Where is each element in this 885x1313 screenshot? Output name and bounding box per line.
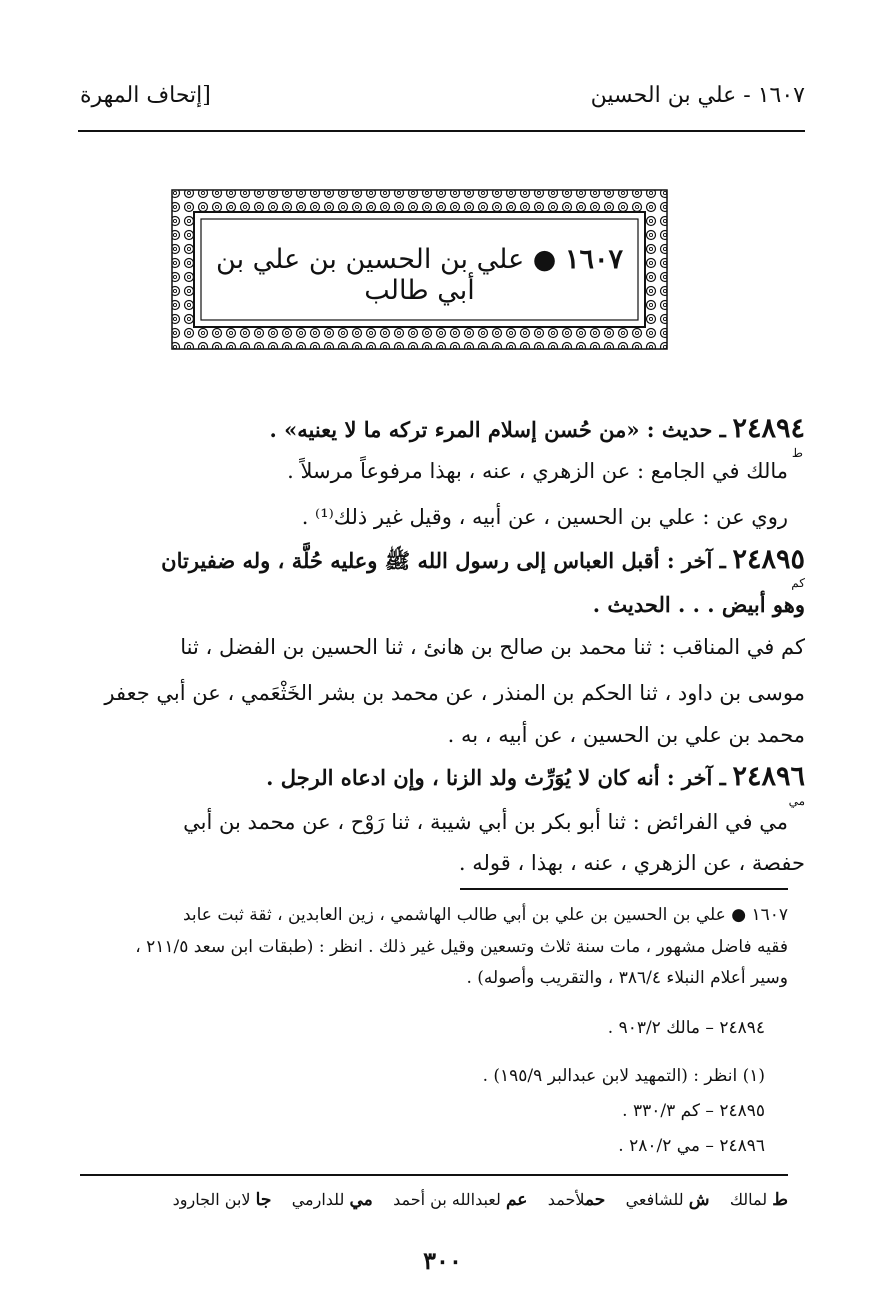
hadith-24894-heading [80,412,805,447]
footnote-line: وسير أعلام النبلاء ٣٨٦/٤ ، والتقريب وأصوله) . [466,968,788,988]
hadith-title: ـ حديث : «من حُسن إسلام المرء تركه ما لا يعنيه» . [269,417,726,442]
footnote-line: ١٦٠٧ ● علي بن الحسين بن علي بن أبي طالب الهاشمي ، زين العابدين ، ثقة ثبت عابد [182,905,788,925]
footnote-rule [460,888,788,890]
hadith-title: ـ آخر : أقبل العباس إلى رسول الله ﷺ وعليه حُلَّة ، وله ضفيرتان [161,548,726,573]
legend-key: حم [584,1190,606,1210]
legend-value: لأحمد [547,1190,585,1209]
chapter-number: ١٦٠٧ [564,244,623,275]
footnote-line: ٢٤٨٩٦ – مي ٢٨٠/٢ . [618,1136,765,1156]
chapter-title [208,244,631,306]
hadith-24894-note: روي عن : علي بن الحسين ، عن أبيه ، وقيل غير ذلك⁽¹⁾ . [301,505,788,529]
abbreviation-legend [80,1190,788,1210]
source-siglum: كم [791,576,805,590]
hadith-24895-isnad-3: محمد بن علي بن الحسين ، عن أبيه ، به . [447,723,805,747]
hadith-number: ٢٤٨٩٦ [732,761,805,792]
legend-key: عم [505,1190,528,1210]
chapter-name: علي بن الحسين بن علي بن أبي طالب [216,244,525,306]
footnote-line: فقيه فاضل مشهور ، مات سنة ثلاث وتسعين وقيل غير ذلك . انظر : (طبقات ابن سعد ٢١١/٥ ، [135,937,788,957]
bullet-icon: ● [524,244,557,275]
hadith-24895-isnad-1: كم في المناقب : ثنا محمد بن صالح بن هانئ ، ثنا الحسين بن الفضل ، ثنا [180,635,805,659]
hadith-24896-isnad-2: حفصة ، عن الزهري ، عنه ، بهذا ، قوله . [458,851,805,875]
legend-key: ش [688,1190,710,1210]
page-number: ٣٠٠ [423,1246,462,1275]
hadith-title: ـ آخر : أنه كان لا يُوَرِّث ولد الزنا ، وإن ادعاه الرجل . [266,765,726,790]
header-rule [78,130,805,132]
source-siglum: مي [788,794,805,808]
hadith-24896-isnad-1: مي في الفرائض : ثنا أبو بكر بن أبي شيبة ، ثنا رَوْح ، عن محمد بن أبي [183,810,788,834]
footnote-line: ٢٤٨٩٤ – مالك ٩٠٣/٢ . [607,1018,765,1038]
hadith-24894-source: مالك في الجامع : عن الزهري ، عنه ، بهذا مرفوعاً مرسلاً . [287,459,788,483]
legend-value: لمالك [729,1190,768,1209]
footnote-line: ٢٤٨٩٥ – كم ٣٣٠/٣ . [622,1101,765,1121]
legend-value: لعبدالله بن أحمد [393,1190,501,1209]
legend-key: جا [255,1190,272,1210]
hadith-number: ٢٤٨٩٥ [732,544,805,575]
hadith-number: ٢٤٨٩٤ [732,413,805,444]
legend-key: ط [772,1190,788,1210]
legend-rule [80,1174,788,1176]
legend-value: للدارمي [291,1190,345,1209]
running-header-book: [إتحاف المهرة [80,83,211,108]
footnote-line: (١) انظر : (التمهيد لابن عبدالبر ١٩٥/٩) . [482,1066,765,1086]
hadith-24895-heading [80,543,805,578]
legend-value: للشافعي [625,1190,684,1209]
hadith-24895-isnad-2: موسى بن داود ، ثنا الحكم بن المنذر ، عن محمد بن بشر الخَثْعَمي ، عن أبي جعفر [104,681,805,705]
legend-key: مي [349,1190,373,1210]
hadith-24895-continuation: وهو أبيض . . . الحديث . [592,592,805,617]
source-siglum: ط [791,446,803,460]
chapter-title-frame [168,186,671,353]
hadith-24896-heading [80,760,805,795]
running-header-chapter: ١٦٠٧ - علي بن الحسين [590,83,805,108]
legend-value: لابن الجارود [172,1190,251,1209]
